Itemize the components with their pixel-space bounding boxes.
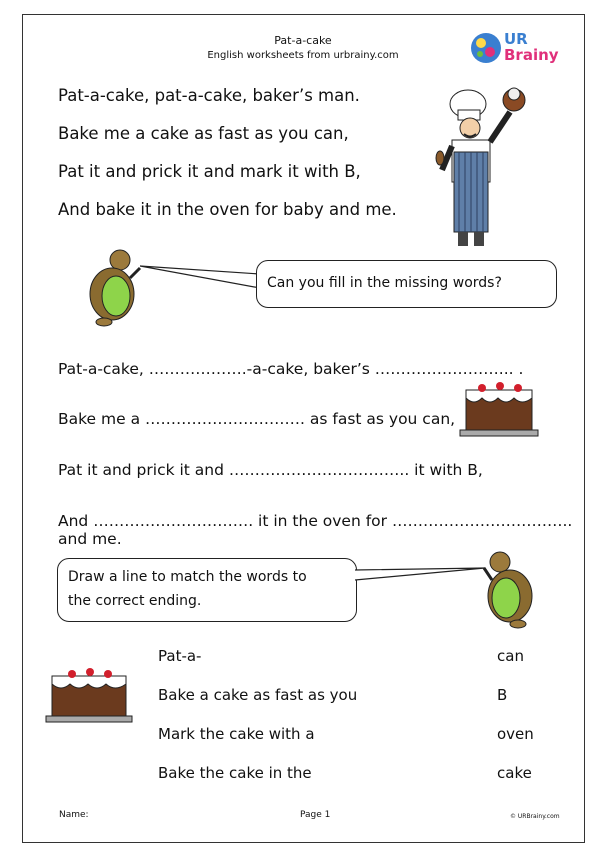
poem-line-1: Pat-a-cake, pat-a-cake, baker’s man. — [58, 86, 360, 105]
speech-tail-2 — [355, 562, 485, 586]
poem-line-4: And bake it in the oven for baby and me. — [58, 200, 397, 219]
turtle-illustration — [86, 248, 142, 328]
match-right-4: cake — [497, 764, 532, 782]
urbrainy-logo — [468, 28, 564, 68]
speech-tail-1 — [140, 262, 260, 292]
logo-brainy: Brainy — [504, 46, 559, 64]
cake-illustration-2 — [44, 666, 136, 726]
match-left-1: Pat-a- — [158, 647, 202, 665]
page-title: Pat-a-cake — [274, 34, 332, 47]
fill-in-line-2: Bake me a …………………………. as fast as you can, — [58, 410, 456, 428]
bubble-2-line-1: Draw a line to match the words to — [68, 569, 307, 585]
speech-bubble-2 — [57, 558, 357, 622]
poem-line-3: Pat it and prick it and mark it with B, — [58, 162, 361, 181]
match-right-1: can — [497, 647, 524, 665]
baker-illustration — [428, 82, 548, 252]
name-label: Name: — [59, 810, 89, 820]
match-left-4: Bake the cake in the — [158, 764, 312, 782]
speech-bubble-1 — [256, 260, 557, 308]
poem-line-2: Bake me a cake as fast as you can, — [58, 124, 349, 143]
cake-illustration — [458, 378, 540, 440]
bubble-2-line-2: the correct ending. — [68, 593, 202, 609]
match-right-2: B — [497, 686, 508, 704]
logo-ur: UR — [504, 30, 528, 48]
page-number: Page 1 — [300, 810, 331, 820]
match-left-2: Bake a cake as fast as you — [158, 686, 358, 704]
fill-in-line-4: And …………………………. it in the oven for …………………………….. and me. — [58, 512, 573, 548]
match-right-3: oven — [497, 725, 534, 743]
turtle-illustration-2 — [482, 550, 538, 630]
fill-in-line-1: Pat-a-cake, ……………….-a-cake, baker’s ……………………... . — [58, 360, 524, 378]
match-left-3: Mark the cake with a — [158, 725, 315, 743]
bubble-1-text: Can you fill in the missing words? — [267, 275, 502, 291]
copyright: © URBrainy.com — [510, 813, 560, 820]
fill-in-line-3: Pat it and prick it and …………………………….. it with B, — [58, 461, 483, 479]
page-subtitle: English worksheets from urbrainy.com — [207, 50, 399, 61]
